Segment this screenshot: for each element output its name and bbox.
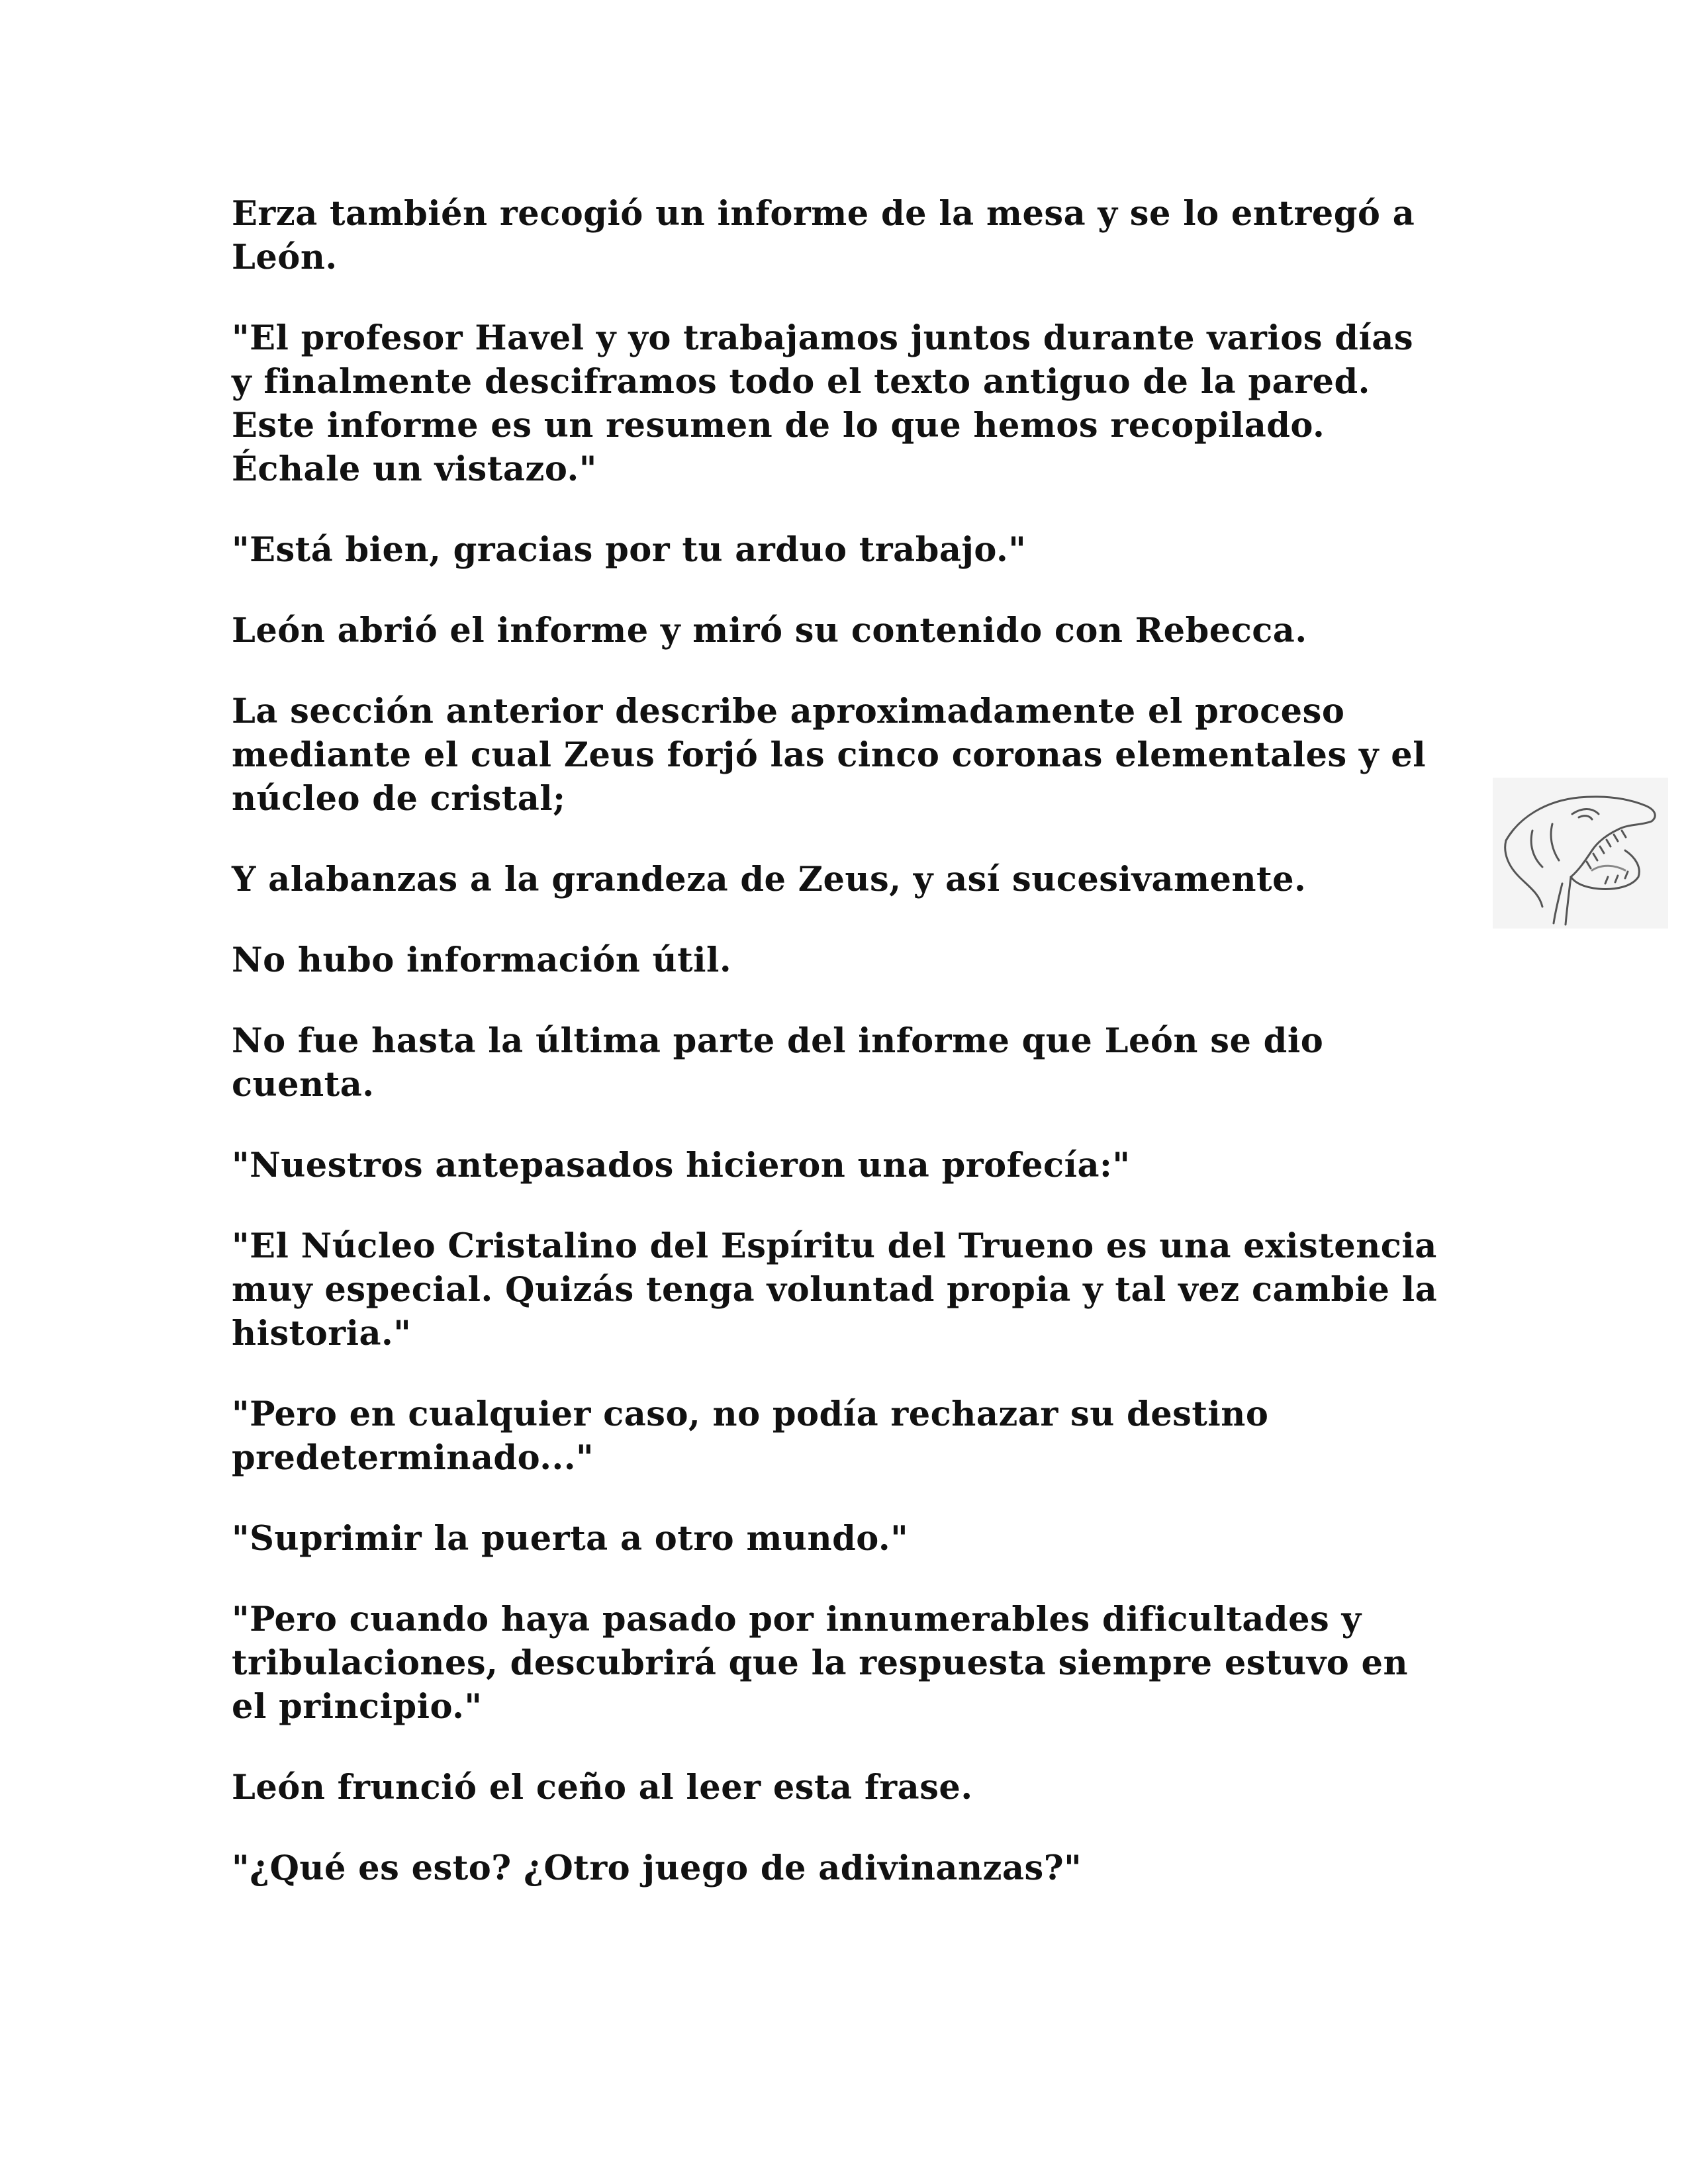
paragraph-4: León abrió el informe y miró su contenido con Rebecca.	[232, 611, 1307, 651]
paragraph-6: Y alabanzas a la grandeza de Zeus, y así sucesivamente.	[232, 860, 1307, 899]
paragraph-9: "Nuestros antepasados hicieron una profecía:"	[232, 1146, 1131, 1185]
paragraph-8: No fue hasta la última parte del informe que León se dio cuenta.	[232, 1021, 1324, 1105]
text-column	[232, 192, 1470, 1927]
paragraph-11: "Pero en cualquier caso, no podía rechazar su destino predeterminado..."	[232, 1394, 1269, 1478]
dinosaur-head-sketch-icon	[1493, 778, 1668, 929]
paragraph-14: León frunció el ceño al leer esta frase.	[232, 1768, 973, 1807]
paragraph-7: No hubo información útil.	[232, 940, 732, 980]
paragraph-3: "Está bien, gracias por tu arduo trabajo."	[232, 530, 1027, 570]
paragraph-13: "Pero cuando haya pasado por innumerables dificultades y tribulaciones, descubrirá que la respuesta siempre estuvo en el principio."	[232, 1600, 1409, 1727]
paragraph-1: Erza también recogió un informe de la mesa y se lo entregó a León.	[232, 194, 1415, 277]
paragraph-10: "El Núcleo Cristalino del Espíritu del Trueno es una existencia muy especial. Quizás tenga voluntad propia y tal vez cambie la historia."	[232, 1226, 1438, 1353]
paragraph-5: La sección anterior describe aproximadamente el proceso mediante el cual Zeus forjó las cinco coronas elementales y el núcleo de cristal;	[232, 692, 1427, 819]
paragraph-12: "Suprimir la puerta a otro mundo."	[232, 1519, 909, 1559]
paragraph-15: "¿Qué es esto? ¿Otro juego de adivinanzas?"	[232, 1848, 1082, 1888]
paragraph-2: "El profesor Havel y yo trabajamos juntos durante varios días y finalmente desciframos todo el texto antiguo de la pared. Este informe es un resumen de lo que hemos recopilado. Échale un vistazo."	[232, 318, 1414, 489]
